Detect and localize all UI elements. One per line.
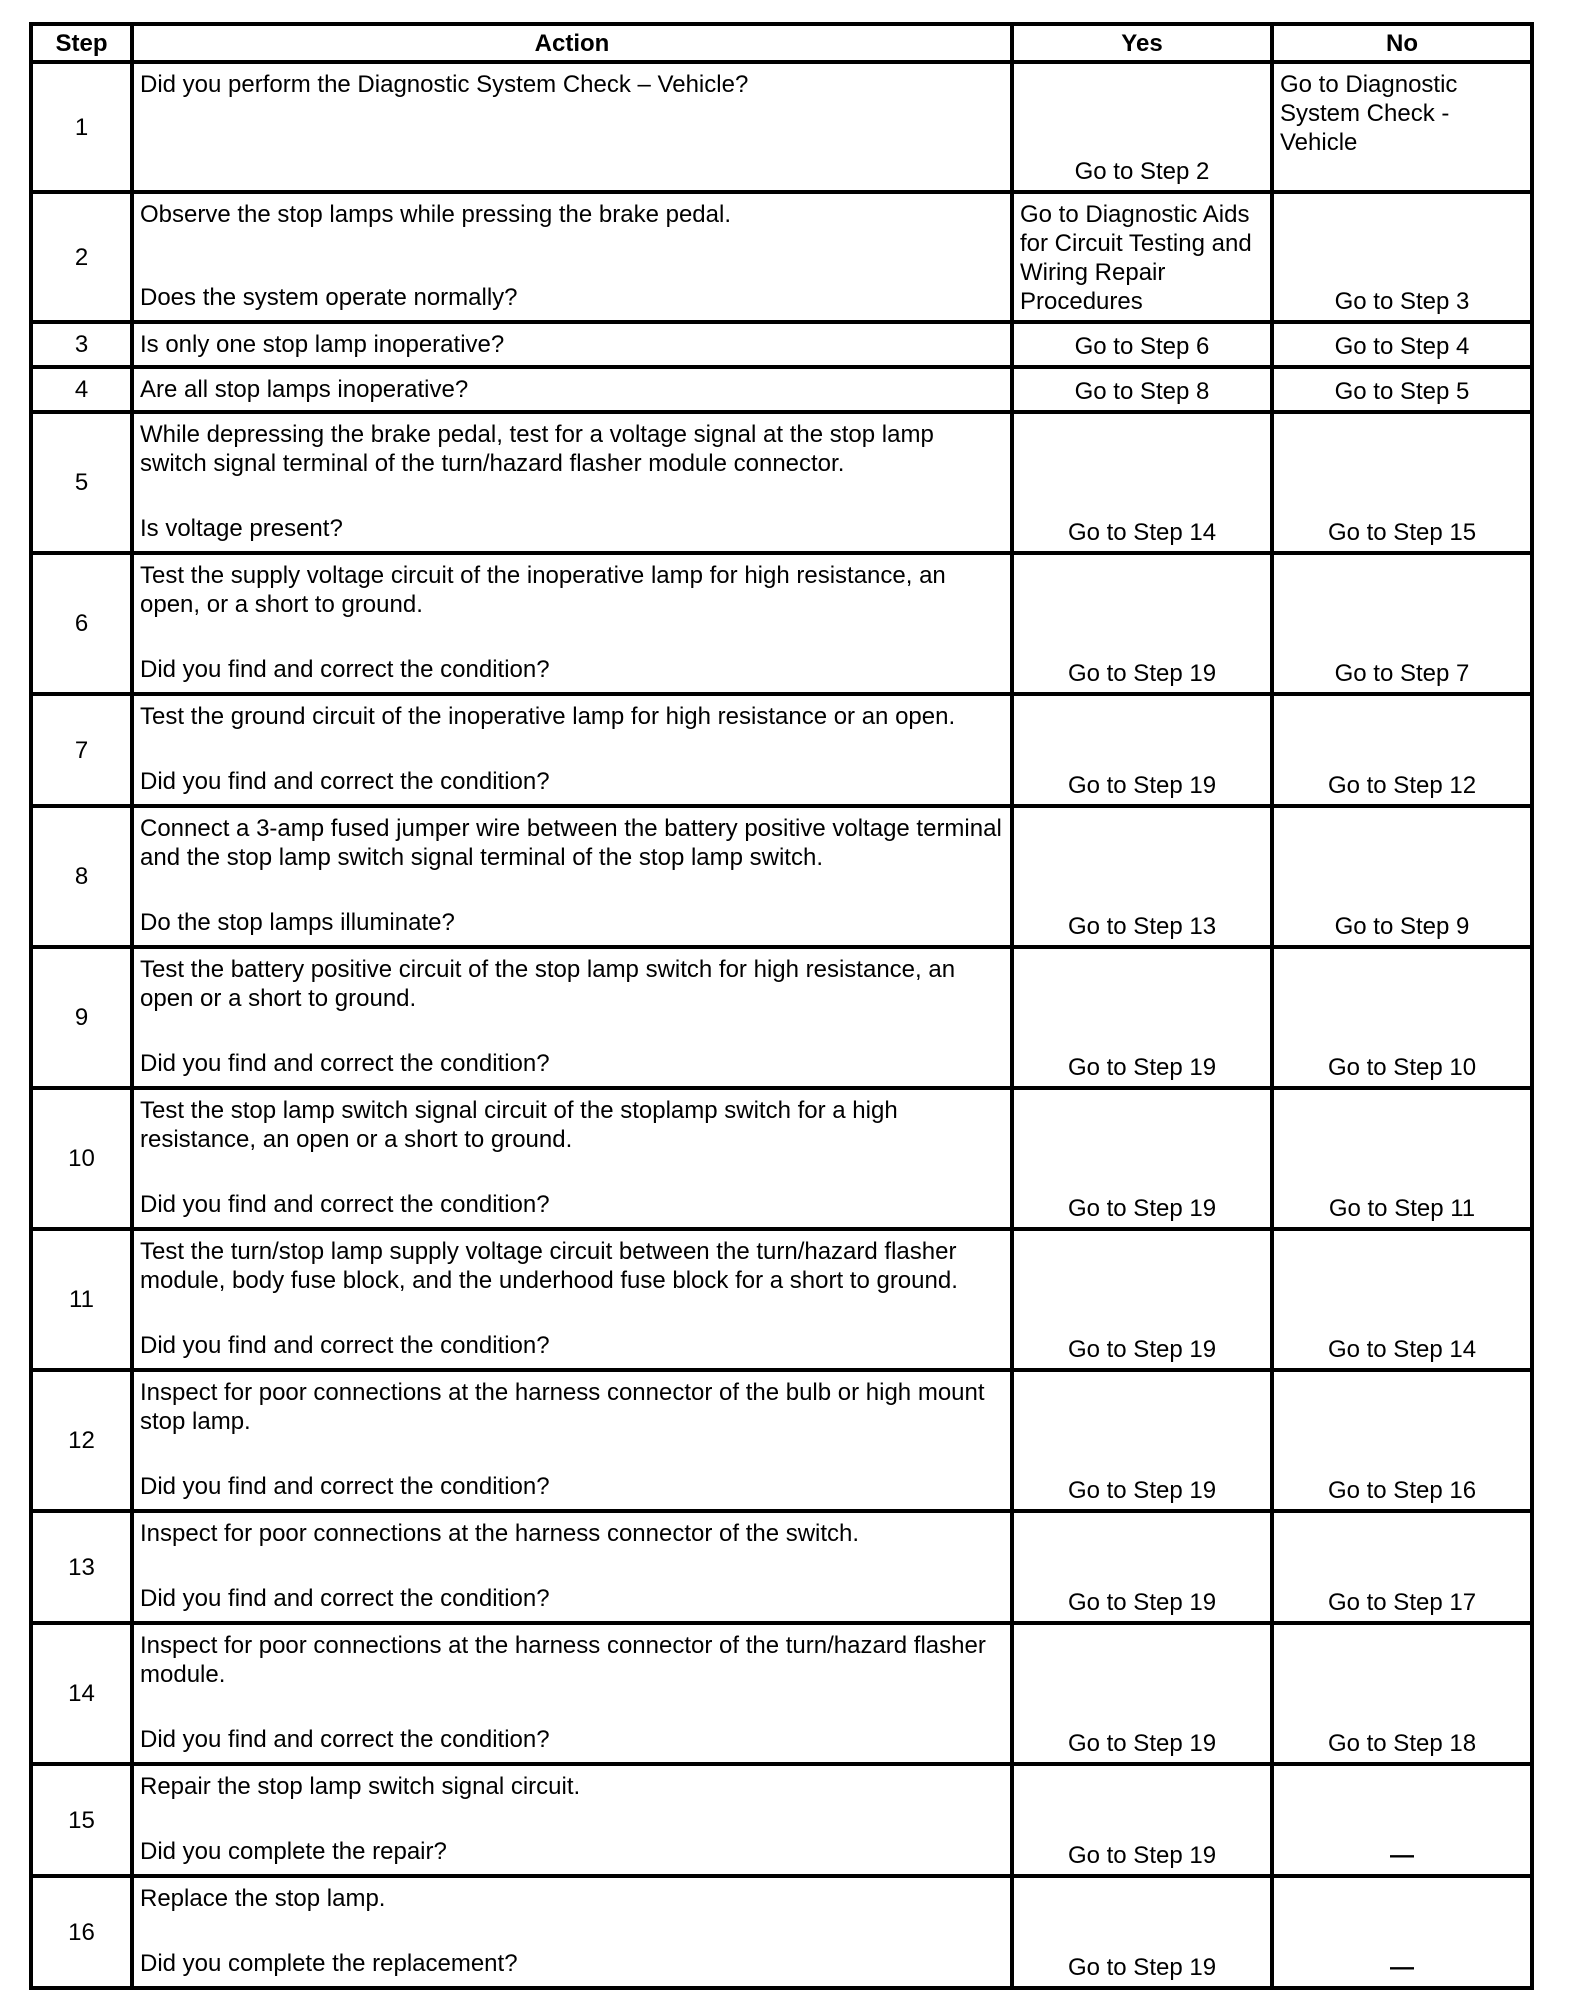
action-question: Does the system operate normally? — [140, 284, 518, 311]
action-text: Test the supply voltage circuit of the inoperative lamp for high resistance, an open, or a short to ground. — [140, 562, 946, 618]
table-row — [31, 1370, 1532, 1511]
no-result: Go to Step 11 — [1272, 1088, 1532, 1229]
yes-result: Go to Step 19 — [1012, 947, 1272, 1088]
step-number: 2 — [31, 192, 132, 322]
yes-result: Go to Step 19 — [1012, 1088, 1272, 1229]
yes-result: Go to Step 19 — [1012, 1229, 1272, 1370]
action-question: Did you find and correct the condition? — [140, 1332, 550, 1359]
table-row — [31, 1229, 1532, 1370]
table-row — [31, 1088, 1532, 1229]
no-result: Go to Step 10 — [1272, 947, 1532, 1088]
yes-result: Go to Step 19 — [1012, 1370, 1272, 1511]
action-cell — [132, 367, 1012, 412]
yes-result: Go to Step 19 — [1012, 1511, 1272, 1623]
no-result: Go to Step 15 — [1272, 412, 1532, 553]
table-row — [31, 947, 1532, 1088]
action-question: Did you find and correct the condition? — [140, 1585, 550, 1612]
table-row — [31, 1764, 1532, 1876]
step-number: 7 — [31, 694, 132, 806]
yes-result: Go to Step 19 — [1012, 1623, 1272, 1764]
yes-result: Go to Step 13 — [1012, 806, 1272, 947]
action-cell — [132, 62, 1012, 192]
no-result: Go to Step 18 — [1272, 1623, 1532, 1764]
action-text: Are all stop lamps inoperative? — [140, 376, 469, 403]
action-text: Inspect for poor connections at the harness connector of the bulb or high mount stop lamp. — [140, 1379, 985, 1435]
table-row — [31, 322, 1532, 367]
yes-result: Go to Step 2 — [1012, 62, 1272, 192]
yes-result: Go to Step 19 — [1012, 553, 1272, 694]
action-text: While depressing the brake pedal, test for a voltage signal at the stop lamp switch signal terminal of the turn/hazard flasher module connector. — [140, 421, 934, 477]
table-row — [31, 1623, 1532, 1764]
action-cell — [132, 1088, 1012, 1229]
no-result: — — [1272, 1764, 1532, 1876]
table-row — [31, 694, 1532, 806]
step-number: 12 — [31, 1370, 132, 1511]
action-question: Did you find and correct the condition? — [140, 656, 550, 683]
action-text: Repair the stop lamp switch signal circuit. — [140, 1773, 581, 1800]
action-cell — [132, 1623, 1012, 1764]
action-cell — [132, 1876, 1012, 1988]
header-yes: Yes — [1012, 24, 1272, 62]
step-number: 1 — [31, 62, 132, 192]
table-row — [31, 367, 1532, 412]
yes-result: Go to Step 19 — [1012, 1876, 1272, 1988]
action-question: Did you find and correct the condition? — [140, 1473, 550, 1500]
no-result: Go to Step 14 — [1272, 1229, 1532, 1370]
action-cell — [132, 947, 1012, 1088]
yes-result: Go to Step 8 — [1012, 367, 1272, 412]
table-row — [31, 412, 1532, 553]
no-result: Go to Step 17 — [1272, 1511, 1532, 1623]
no-result: Go to Step 5 — [1272, 367, 1532, 412]
diagnostic-table — [29, 22, 1534, 1990]
step-number: 3 — [31, 322, 132, 367]
action-question: Did you find and correct the condition? — [140, 1191, 550, 1218]
action-cell — [132, 322, 1012, 367]
yes-result: Go to Step 14 — [1012, 412, 1272, 553]
step-number: 10 — [31, 1088, 132, 1229]
table-row — [31, 553, 1532, 694]
no-result: Go to Diagnostic System Check - Vehicle — [1272, 62, 1532, 192]
action-text: Test the battery positive circuit of the stop lamp switch for high resistance, an open or a short to ground. — [140, 956, 956, 1012]
table-row — [31, 192, 1532, 322]
action-question: Is voltage present? — [140, 515, 343, 542]
yes-result: Go to Step 19 — [1012, 1764, 1272, 1876]
action-text: Test the stop lamp switch signal circuit of the stoplamp switch for a high resistance, an open or a short to ground. — [140, 1097, 898, 1153]
step-number: 8 — [31, 806, 132, 947]
action-cell — [132, 412, 1012, 553]
action-cell — [132, 553, 1012, 694]
header-row — [31, 24, 1532, 62]
action-text: Connect a 3-amp fused jumper wire between the battery positive voltage terminal and the stop lamp switch signal terminal of the stop lamp switch. — [140, 815, 1002, 871]
action-text: Inspect for poor connections at the harness connector of the switch. — [140, 1520, 860, 1547]
step-number: 11 — [31, 1229, 132, 1370]
action-text: Test the turn/stop lamp supply voltage circuit between the turn/hazard flasher module, body fuse block, and the underhood fuse block for a short to ground. — [140, 1238, 958, 1294]
no-result: Go to Step 9 — [1272, 806, 1532, 947]
step-number: 16 — [31, 1876, 132, 1988]
action-question: Did you find and correct the condition? — [140, 1726, 550, 1753]
action-question: Did you complete the repair? — [140, 1838, 447, 1865]
action-cell — [132, 1370, 1012, 1511]
table-row — [31, 1511, 1532, 1623]
action-text: Inspect for poor connections at the harness connector of the turn/hazard flasher module. — [140, 1632, 986, 1688]
step-number: 6 — [31, 553, 132, 694]
action-text: Replace the stop lamp. — [140, 1885, 386, 1912]
step-number: 13 — [31, 1511, 132, 1623]
action-question: Did you complete the replacement? — [140, 1950, 518, 1977]
action-question: Did you find and correct the condition? — [140, 1050, 550, 1077]
step-number: 4 — [31, 367, 132, 412]
action-question: Did you find and correct the condition? — [140, 768, 550, 795]
action-cell — [132, 806, 1012, 947]
yes-result: Go to Step 6 — [1012, 322, 1272, 367]
step-number: 14 — [31, 1623, 132, 1764]
action-cell — [132, 192, 1012, 322]
no-result: — — [1272, 1876, 1532, 1988]
action-question: Do the stop lamps illuminate? — [140, 909, 455, 936]
action-text: Did you perform the Diagnostic System Check – Vehicle? — [140, 71, 749, 98]
header-no: No — [1272, 24, 1532, 62]
yes-result: Go to Step 19 — [1012, 694, 1272, 806]
table-row — [31, 1876, 1532, 1988]
action-cell — [132, 1229, 1012, 1370]
header-action: Action — [132, 24, 1012, 62]
yes-result: Go to Diagnostic Aids for Circuit Testing and Wiring Repair Procedures — [1012, 192, 1272, 322]
no-result: Go to Step 12 — [1272, 694, 1532, 806]
step-number: 5 — [31, 412, 132, 553]
step-number: 9 — [31, 947, 132, 1088]
header-step: Step — [31, 24, 132, 62]
action-text: Observe the stop lamps while pressing the brake pedal. — [140, 201, 731, 228]
action-cell — [132, 694, 1012, 806]
no-result: Go to Step 3 — [1272, 192, 1532, 322]
no-result: Go to Step 7 — [1272, 553, 1532, 694]
action-text: Is only one stop lamp inoperative? — [140, 331, 505, 358]
table-row — [31, 806, 1532, 947]
step-number: 15 — [31, 1764, 132, 1876]
no-result: Go to Step 16 — [1272, 1370, 1532, 1511]
action-text: Test the ground circuit of the inoperative lamp for high resistance or an open. — [140, 703, 956, 730]
table-row — [31, 62, 1532, 192]
action-cell — [132, 1764, 1012, 1876]
no-result: Go to Step 4 — [1272, 322, 1532, 367]
action-cell — [132, 1511, 1012, 1623]
